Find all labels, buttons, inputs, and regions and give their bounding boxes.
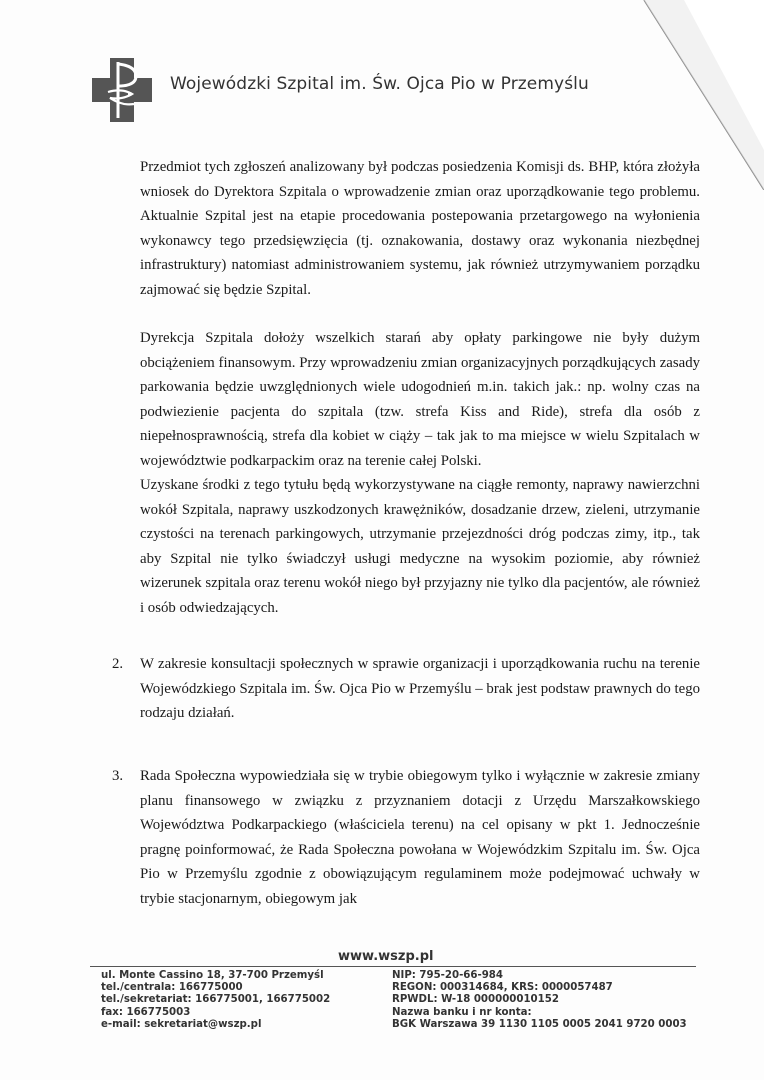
footer-address: ul. Monte Cassino 18, 37-700 Przemyśl xyxy=(101,970,324,981)
footer-bank-account: BGK Warszawa 39 1130 1105 0005 2041 9720 0003 xyxy=(392,1018,687,1030)
footer-phone-central: tel./centrala: 166775000 xyxy=(101,982,243,994)
paragraph-parking-fees: Dyrekcja Szpitala dołoży wszelkich starań aby opłaty parkingowe nie były dużym obciążeniem finansowym. Przy wprowadzeniu zmian organizacyjnych porządkujących zasady parkowania będzie uwzględnionych wiele udogodnień m.in. takich jak.: np. wolny czas na podwiezienie pacjenta do szpitala (tzw. strefa Kiss and Ride), strefa dla osób z niepełnosprawnością, strefa dla kobiet w ciąży – tak jak to ma miejsce w wielu Szpitalach w województwie podkarpackim oraz na terenie całej Polski. xyxy=(140,330,700,469)
list-item-number: 2. xyxy=(112,656,124,672)
footer-nip: NIP: 795-20-66-984 xyxy=(392,970,503,981)
hospital-logo-icon xyxy=(92,58,152,122)
footer-contact-info xyxy=(101,970,330,1031)
footer-email-link[interactable]: e-mail: sekretariat@wszp.pl xyxy=(101,1018,262,1030)
footer-fax: fax: 166775003 xyxy=(101,1006,191,1018)
list-item-number: 3. xyxy=(112,768,124,784)
footer-rpwdl: RPWDL: W-18 000000010152 xyxy=(392,994,559,1006)
list-item-text: W zakresie konsultacji społecznych w sprawie organizacji i uporządkowania ruchu na terenie Wojewódzkiego Szpitala im. Św. Ojca Pio w Przemyślu – brak jest podstaw prawnych do tego rodzaju działań. xyxy=(140,656,700,721)
footer-divider xyxy=(90,966,696,967)
footer-bank-label: Nazwa banku i nr konta: xyxy=(392,1006,532,1018)
footer-website-link[interactable]: www.wszp.pl xyxy=(338,949,434,964)
footer-registry-info xyxy=(392,970,687,1031)
hospital-name-heading: Wojewódzki Szpital im. Św. Ojca Pio w Przemyślu xyxy=(170,74,589,94)
footer-regon-krs: REGON: 000314684, KRS: 0000057487 xyxy=(392,982,613,994)
list-item-text: Rada Społeczna wypowiedziała się w trybie obiegowym tylko i wyłącznie w zakresie zmiany planu finansowego w związku z przyznaniem dotacji z Urzędu Marszałkowskiego Województwa Podkarpackiego (właściciela terenu) na cel opisany w pkt 1. Jednocześnie pragnę poinformować, że Rada Społeczna powołana w Wojewódzkim Szpitalu im. Św. Ojca Pio w Przemyślu zgodnie z obowiązującym regulaminem może podejmować uchwały w trybie stacjonarnym, obiegowym jak xyxy=(140,768,700,907)
paragraph-committee: Przedmiot tych zgłoszeń analizowany był podczas posiedzenia Komisji ds. BHP, która złożyła wniosek do Dyrektora Szpitala o wprowadzenie zmian oraz uporządkowanie tego problemu. Aktualnie Szpital jest na etapie procedowania postepowania przetargowego na wyłonienia wykonawcy tego przedsięwzięcia (tj. oznakowania, dostawy oraz wykonania niezbędnej infrastruktury) natomiast administrowaniem systemu, jak również utrzymywaniem porządku zajmować się będzie Szpital. xyxy=(140,159,700,298)
paragraph-funds-use: Uzyskane środki z tego tytułu będą wykorzystywane na ciągłe remonty, naprawy nawierzchni wokół Szpitala, naprawy uszkodzonych krawężników, dosadzanie drzew, zieleni, utrzymanie czystości na terenach parkingowych, utrzymanie przejezdności dróg podczas zimy, itp., tak aby Szpital nie tylko świadczył usługi medyczne na wysokim poziomie, aby również wizerunek szpitala oraz terenu wokół niego był przyjazny nie tylko dla pacjentów, ale również i osób odwiedzających. xyxy=(140,477,700,616)
footer-phone-secretariat: tel./sekretariat: 166775001, 166775002 xyxy=(101,994,331,1006)
